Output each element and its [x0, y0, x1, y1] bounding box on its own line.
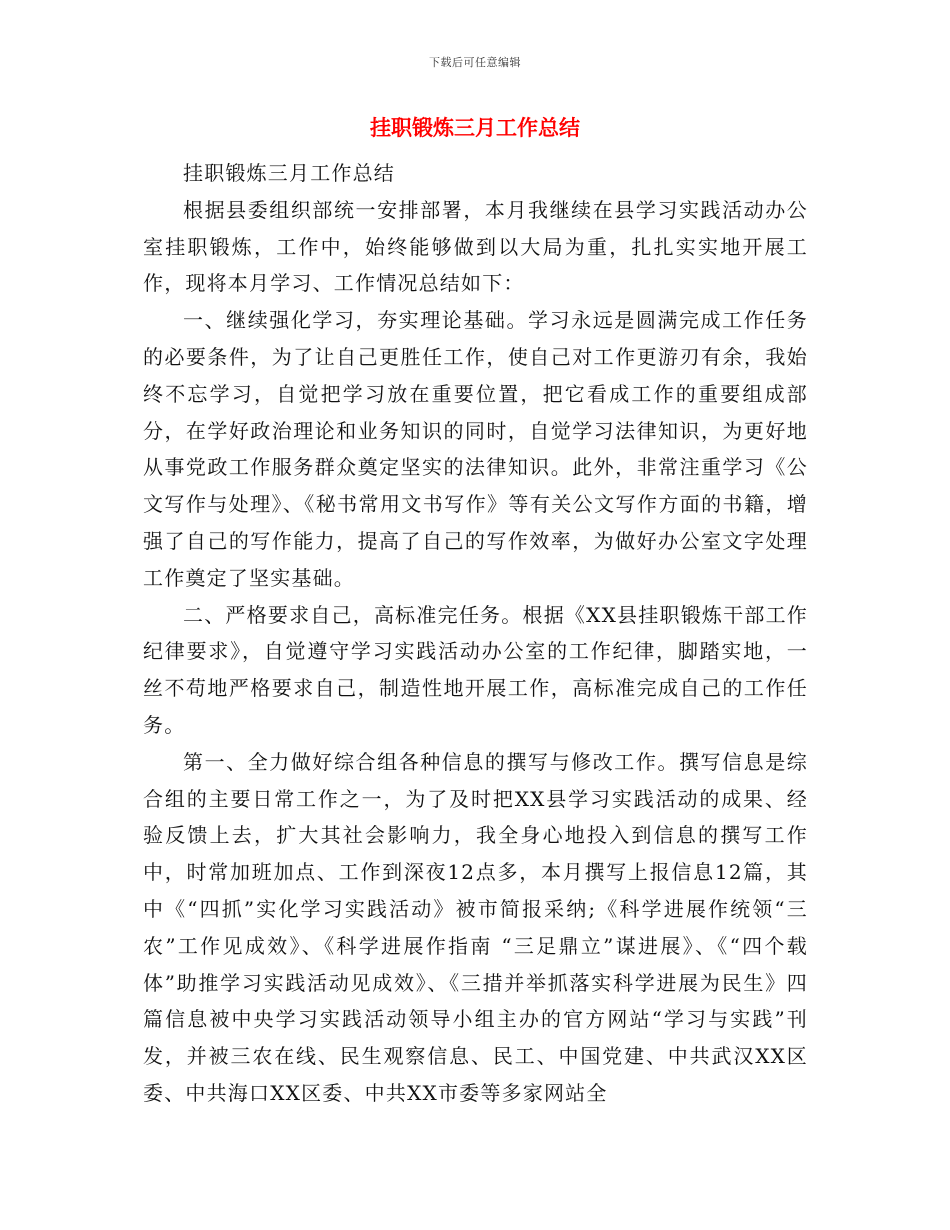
paragraph-section-2: 二、严格要求自己，高标准完任务。根据《XX县挂职锻炼干部工作纪律要求》，自觉遵守学习实践活动办公室的工作纪律，脚踏实地，一丝不苟地严格要求自己，制造性地开展工作，高标准完成自己的工作任务。: [143, 602, 808, 737]
paragraph-subtitle: 挂职锻炼三月工作总结: [183, 161, 395, 185]
header-note: 下载后可任意编辑: [429, 56, 521, 69]
paragraph-section-1: 一、继续强化学习，夯实理论基础。学习永远是圆满完成工作任务的必要条件，为了让自己更胜任工作，使自己对工作更游刃有余，我始终不忘学习，自觉把学习放在重要位置，把它看成工作的重要组成部分，在学好政治理论和业务知识的同时，自觉学习法律知识，为更好地从事党政工作服务群众奠定坚实的法律知识。此外，非常注重学习《公文写作与处理》、《秘书常用文书写作》等有关公文写作方面的书籍，增强了自己的写作能力，提高了自己的写作效率，为做好办公室文字处理工作奠定了坚实基础。: [143, 308, 808, 590]
document-body: [143, 155, 808, 1112]
paragraph-intro: 根据县委组织部统一安排部署，本月我继续在县学习实践活动办公室挂职锻炼，工作中，始终能够做到以大局为重，扎扎实实地开展工作，现将本月学习、工作情况总结如下：: [143, 197, 808, 296]
document-title: 挂职锻炼三月工作总结: [370, 116, 580, 140]
paragraph-item-1: 第一、全力做好综合组各种信息的撰写与修改工作。撰写信息是综合组的主要日常工作之一，为了及时把XX县学习实践活动的成果、经验反馈上去，扩大其社会影响力，我全身心地投入到信息的撰写工作中，时常加班加点、工作到深夜12点多，本月撰写上报信息12篇，其中《“四抓”实化学习实践活动》被市简报采纳;《科学进展作统领“三农”工作见成效》、《科学进展作指南 “三足鼎立”谋进展》、《“四个载体”助推学习实践活动见成效》、《三措并举抓落实科学进展为民生》四篇信息被中央学习实践活动领导小组主办的官方网站“学习与实践”刊发，并被三农在线、民生观察信息、民工、中国党建、中共武汉XX区委、中共海口XX区委、中共XX市委等多家网站全: [143, 749, 808, 1105]
